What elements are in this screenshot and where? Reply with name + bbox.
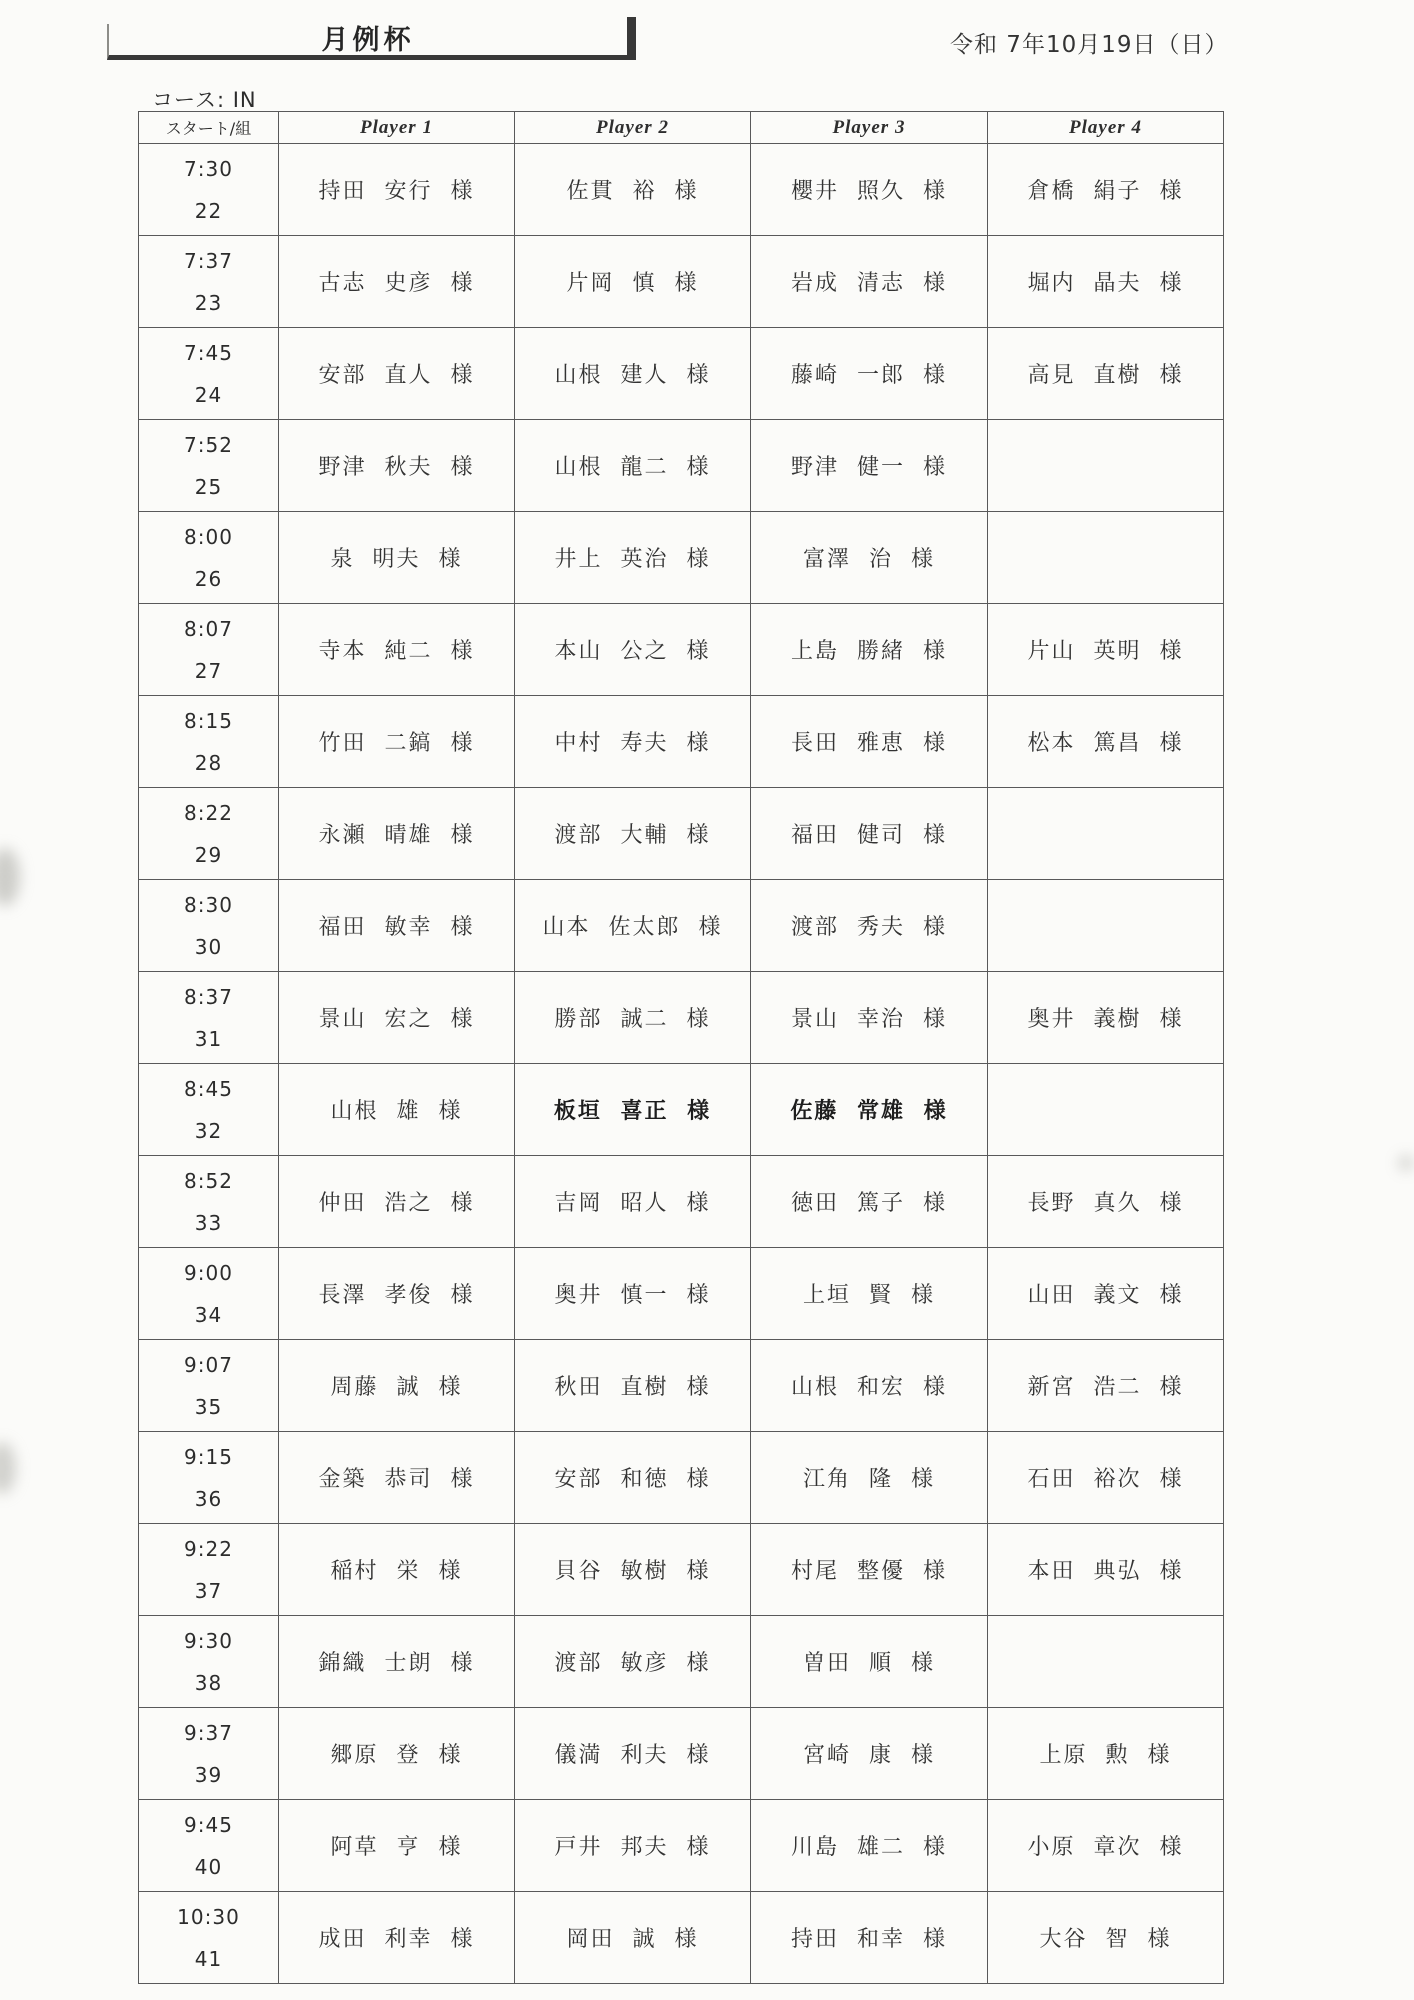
- player-name-cell: 岩成 清志 様: [751, 236, 988, 328]
- start-time: 8:15: [184, 708, 233, 733]
- player-name-cell: 秋田 直樹 様: [515, 1340, 751, 1432]
- table-row: [139, 328, 1224, 420]
- start-time: 8:45: [184, 1076, 233, 1101]
- table-row: [139, 788, 1224, 880]
- table-row: [139, 512, 1224, 604]
- player-name-cell: [988, 880, 1224, 972]
- start-time: 9:07: [184, 1352, 233, 1377]
- player-name-cell: 櫻井 照久 様: [751, 144, 988, 236]
- start-time: 8:30: [184, 892, 233, 917]
- player-name-cell: 成田 利幸 様: [279, 1892, 515, 1984]
- group-number: 32: [194, 1118, 223, 1143]
- start-group-cell: [139, 1616, 279, 1708]
- title-box-right-bar: [627, 17, 636, 60]
- start-time: 9:00: [184, 1260, 233, 1285]
- group-number: 41: [194, 1946, 223, 1971]
- player-name-cell: 上垣 賢 様: [751, 1248, 988, 1340]
- start-group-cell: [139, 1156, 279, 1248]
- player-name-cell: 戸井 邦夫 様: [515, 1800, 751, 1892]
- player-name-cell: 倉橋 絹子 様: [988, 144, 1224, 236]
- group-number: 31: [194, 1026, 223, 1051]
- group-number: 37: [194, 1578, 223, 1603]
- player-name-cell: 安部 直人 様: [279, 328, 515, 420]
- group-number: 22: [194, 198, 223, 223]
- table-row: [139, 1064, 1224, 1156]
- player-name-cell: 藤崎 一郎 様: [751, 328, 988, 420]
- player-name-cell: 勝部 誠二 様: [515, 972, 751, 1064]
- player-name-cell: 野津 秋夫 様: [279, 420, 515, 512]
- group-number: 29: [194, 842, 223, 867]
- player-name-cell: 山根 龍二 様: [515, 420, 751, 512]
- player-name-cell: 山田 義文 様: [988, 1248, 1224, 1340]
- table-row: [139, 1340, 1224, 1432]
- course-label: コース: IN: [152, 88, 257, 112]
- group-number: 35: [194, 1394, 223, 1419]
- start-group-cell: [139, 512, 279, 604]
- group-number: 28: [194, 750, 223, 775]
- player-name-cell: 吉岡 昭人 様: [515, 1156, 751, 1248]
- player1-header: Player 1: [279, 112, 515, 144]
- start-group-cell: [139, 1892, 279, 1984]
- player-name-cell: 山本 佐太郎 様: [515, 880, 751, 972]
- player-name-cell: [988, 512, 1224, 604]
- group-number: 26: [194, 566, 223, 591]
- player-name-cell: 景山 宏之 様: [279, 972, 515, 1064]
- player-name-cell: 泉 明夫 様: [279, 512, 515, 604]
- start-group-cell: [139, 788, 279, 880]
- player-name-cell: 景山 幸治 様: [751, 972, 988, 1064]
- group-number: 38: [194, 1670, 223, 1695]
- scan-artifact: [0, 1442, 16, 1494]
- player-name-cell: 仲田 浩之 様: [279, 1156, 515, 1248]
- table-row: [139, 420, 1224, 512]
- start-time: 9:22: [184, 1536, 233, 1561]
- start-time: 7:52: [184, 432, 233, 457]
- player-name-cell: 安部 和徳 様: [515, 1432, 751, 1524]
- table-row: [139, 1156, 1224, 1248]
- player-name-cell: 片岡 慎 様: [515, 236, 751, 328]
- group-number: 30: [194, 934, 223, 959]
- player-name-cell: 儀満 利夫 様: [515, 1708, 751, 1800]
- player-name-cell: 村尾 整優 様: [751, 1524, 988, 1616]
- start-time: 7:37: [184, 248, 233, 273]
- player-name-cell: 江角 隆 様: [751, 1432, 988, 1524]
- player-name-cell: 佐藤 常雄 様: [751, 1064, 988, 1156]
- player-name-cell: 周藤 誠 様: [279, 1340, 515, 1432]
- player-name-cell: 渡部 大輔 様: [515, 788, 751, 880]
- start-time: 9:30: [184, 1628, 233, 1653]
- tee-time-table: [138, 111, 1224, 1984]
- start-group-cell: [139, 972, 279, 1064]
- group-number: 39: [194, 1762, 223, 1787]
- player-name-cell: 曽田 順 様: [751, 1616, 988, 1708]
- table-row: [139, 1892, 1224, 1984]
- start-group-cell: [139, 1524, 279, 1616]
- start-group-header: スタート/組: [139, 112, 279, 144]
- group-number: 27: [194, 658, 223, 683]
- start-time: 7:45: [184, 340, 233, 365]
- title-box: [107, 24, 627, 60]
- player3-header: Player 3: [751, 112, 988, 144]
- player-name-cell: 阿草 亨 様: [279, 1800, 515, 1892]
- start-group-cell: [139, 604, 279, 696]
- table-row: [139, 144, 1224, 236]
- start-time: 9:37: [184, 1720, 233, 1745]
- player-name-cell: 錦織 士朗 様: [279, 1616, 515, 1708]
- scan-artifact: [1398, 1155, 1414, 1171]
- player-name-cell: 宮崎 康 様: [751, 1708, 988, 1800]
- table-row: [139, 604, 1224, 696]
- player-name-cell: [988, 1064, 1224, 1156]
- player-name-cell: 小原 章次 様: [988, 1800, 1224, 1892]
- player-name-cell: 古志 史彦 様: [279, 236, 515, 328]
- player-name-cell: 堀内 晶夫 様: [988, 236, 1224, 328]
- table-row: [139, 1432, 1224, 1524]
- player-name-cell: 竹田 二鎬 様: [279, 696, 515, 788]
- player-name-cell: 奥井 義樹 様: [988, 972, 1224, 1064]
- start-group-cell: [139, 236, 279, 328]
- page-title: 月例杯: [321, 25, 415, 56]
- player-name-cell: 板垣 喜正 様: [515, 1064, 751, 1156]
- player-name-cell: 上島 勝緒 様: [751, 604, 988, 696]
- player-name-cell: 山根 雄 様: [279, 1064, 515, 1156]
- table-row: [139, 696, 1224, 788]
- player-name-cell: 金築 恭司 様: [279, 1432, 515, 1524]
- player-name-cell: 山根 建人 様: [515, 328, 751, 420]
- start-group-cell: [139, 1708, 279, 1800]
- table-row: [139, 972, 1224, 1064]
- group-number: 24: [194, 382, 223, 407]
- player-name-cell: 郷原 登 様: [279, 1708, 515, 1800]
- start-group-cell: [139, 1064, 279, 1156]
- start-group-cell: [139, 420, 279, 512]
- player-name-cell: 長田 雅恵 様: [751, 696, 988, 788]
- player-name-cell: 山根 和宏 様: [751, 1340, 988, 1432]
- start-time: 8:52: [184, 1168, 233, 1193]
- start-group-cell: [139, 1432, 279, 1524]
- start-group-cell: [139, 1248, 279, 1340]
- start-group-cell: [139, 696, 279, 788]
- player-name-cell: 中村 寿夫 様: [515, 696, 751, 788]
- group-number: 34: [194, 1302, 223, 1327]
- player-name-cell: 貝谷 敏樹 様: [515, 1524, 751, 1616]
- table-row: [139, 236, 1224, 328]
- start-time: 8:22: [184, 800, 233, 825]
- date-label: 令和 7年10月19日（日）: [950, 32, 1229, 58]
- player-name-cell: 上原 勲 様: [988, 1708, 1224, 1800]
- player-name-cell: 持田 安行 様: [279, 144, 515, 236]
- player-name-cell: 川島 雄二 様: [751, 1800, 988, 1892]
- player-name-cell: 渡部 秀夫 様: [751, 880, 988, 972]
- player-name-cell: 徳田 篤子 様: [751, 1156, 988, 1248]
- player-name-cell: 高見 直樹 様: [988, 328, 1224, 420]
- player-name-cell: 持田 和幸 様: [751, 1892, 988, 1984]
- player-name-cell: [988, 1616, 1224, 1708]
- player-name-cell: 新宮 浩二 様: [988, 1340, 1224, 1432]
- scan-artifact: [0, 848, 20, 906]
- player-name-cell: 稲村 栄 様: [279, 1524, 515, 1616]
- table-row: [139, 880, 1224, 972]
- start-group-cell: [139, 1340, 279, 1432]
- group-number: 40: [194, 1854, 223, 1879]
- table-row: [139, 1524, 1224, 1616]
- start-time: 8:07: [184, 616, 233, 641]
- start-time: 7:30: [184, 156, 233, 181]
- player2-header: Player 2: [515, 112, 751, 144]
- player-name-cell: 福田 敏幸 様: [279, 880, 515, 972]
- group-number: 25: [194, 474, 223, 499]
- start-group-cell: [139, 880, 279, 972]
- start-time: 9:45: [184, 1812, 233, 1837]
- group-number: 23: [194, 290, 223, 315]
- player-name-cell: 渡部 敏彦 様: [515, 1616, 751, 1708]
- player-name-cell: 長澤 孝俊 様: [279, 1248, 515, 1340]
- player-name-cell: 寺本 純二 様: [279, 604, 515, 696]
- player4-header: Player 4: [988, 112, 1224, 144]
- table-row: [139, 1616, 1224, 1708]
- table-row: [139, 1248, 1224, 1340]
- group-number: 33: [194, 1210, 223, 1235]
- player-name-cell: [988, 788, 1224, 880]
- player-name-cell: 石田 裕次 様: [988, 1432, 1224, 1524]
- player-name-cell: 長野 真久 様: [988, 1156, 1224, 1248]
- start-group-cell: [139, 328, 279, 420]
- table-header-row: [139, 112, 1224, 144]
- player-name-cell: 野津 健一 様: [751, 420, 988, 512]
- start-group-cell: [139, 144, 279, 236]
- start-time: 8:00: [184, 524, 233, 549]
- player-name-cell: 奥井 慎一 様: [515, 1248, 751, 1340]
- start-time: 8:37: [184, 984, 233, 1009]
- start-time: 10:30: [177, 1904, 240, 1929]
- player-name-cell: 富澤 治 様: [751, 512, 988, 604]
- start-group-cell: [139, 1800, 279, 1892]
- player-name-cell: 片山 英明 様: [988, 604, 1224, 696]
- table-row: [139, 1800, 1224, 1892]
- player-name-cell: 井上 英治 様: [515, 512, 751, 604]
- player-name-cell: 永瀬 晴雄 様: [279, 788, 515, 880]
- player-name-cell: 松本 篤昌 様: [988, 696, 1224, 788]
- player-name-cell: [988, 420, 1224, 512]
- group-number: 36: [194, 1486, 223, 1511]
- player-name-cell: 福田 健司 様: [751, 788, 988, 880]
- player-name-cell: 大谷 智 様: [988, 1892, 1224, 1984]
- start-time: 9:15: [184, 1444, 233, 1469]
- player-name-cell: 岡田 誠 様: [515, 1892, 751, 1984]
- player-name-cell: 本山 公之 様: [515, 604, 751, 696]
- player-name-cell: 本田 典弘 様: [988, 1524, 1224, 1616]
- player-name-cell: 佐貫 裕 様: [515, 144, 751, 236]
- table-row: [139, 1708, 1224, 1800]
